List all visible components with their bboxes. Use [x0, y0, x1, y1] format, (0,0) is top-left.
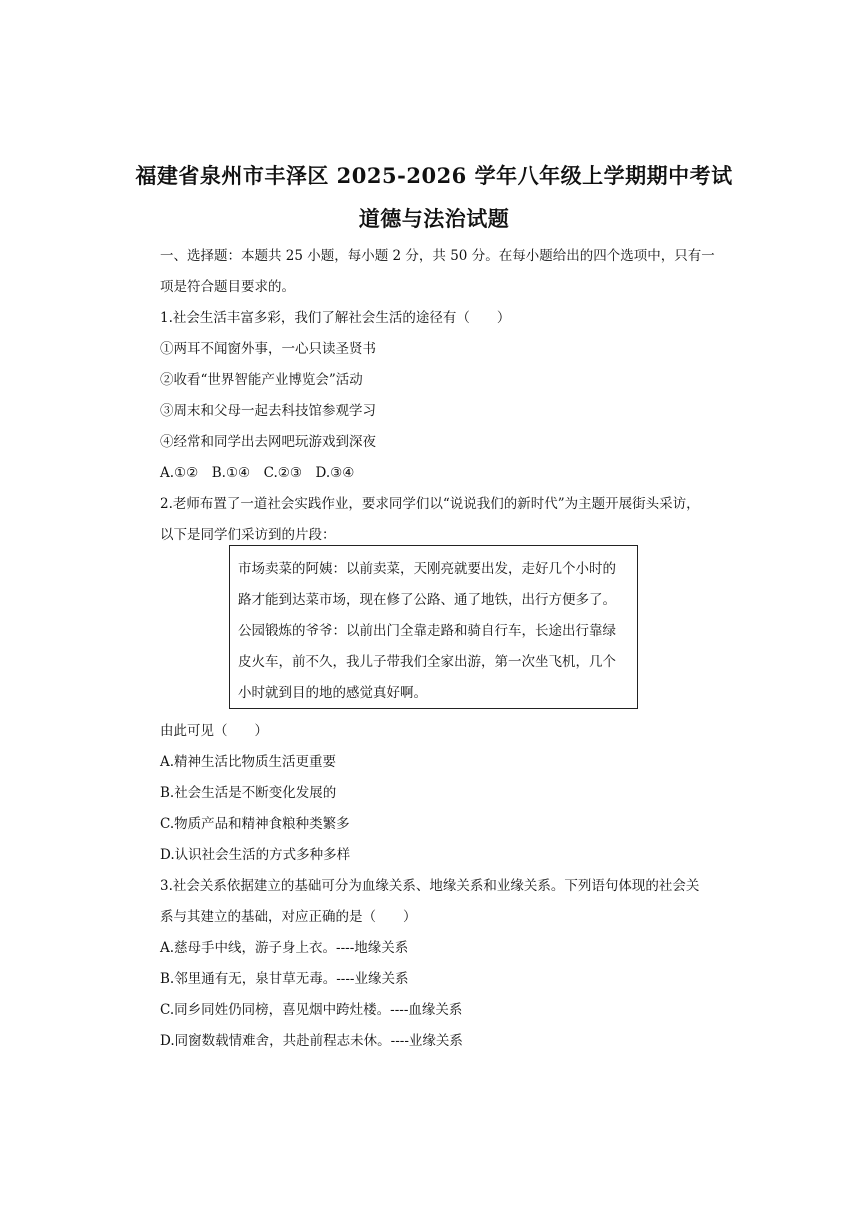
q1-item-1: ①两耳不闻窗外事，一心只读圣贤书: [160, 341, 376, 357]
q2-option-d: D.认识社会生活的方式多种多样: [160, 847, 351, 863]
q2-stem-line2: 以下是同学们采访到的片段：: [160, 527, 336, 543]
q1-item-4: ④经常和同学出去网吧玩游戏到深夜: [160, 434, 376, 450]
q2-conclusion: 由此可见（ ）: [160, 723, 268, 739]
q3-option-b: B.邻里通有无，泉甘草无毒。----业缘关系: [160, 971, 409, 987]
q2-option-c: C.物质产品和精神食粮种类繁多: [160, 816, 350, 832]
section-instructions-line1: 一、选择题：本题共 25 小题，每小题 2 分，共 50 分。在每小题给出的四个选项中，只有一: [160, 248, 715, 264]
q2-box-line-5: 小时就到目的地的感觉真好啊。: [238, 685, 427, 701]
q2-box-line-2: 路才能到达菜市场，现在修了公路、通了地铁，出行方便多了。: [238, 592, 616, 608]
q2-interview-box: [229, 545, 638, 709]
q2-box-line-4: 皮火车，前不久，我儿子带我们全家出游，第一次坐飞机，几个: [238, 654, 616, 670]
q2-box-line-1: 市场卖菜的阿姨：以前卖菜，天刚亮就要出发，走好几个小时的: [238, 561, 616, 577]
exam-title-line1: 福建省泉州市丰泽区 2025-2026 学年八年级上学期期中考试: [135, 163, 733, 188]
q1-stem: 1.社会生活丰富多彩，我们了解社会生活的途径有（ ）: [160, 310, 511, 326]
q1-item-3: ③周末和父母一起去科技馆参观学习: [160, 403, 376, 419]
q3-option-d: D.同窗数载情难舍，共赴前程志未休。----业缘关系: [160, 1033, 463, 1049]
q3-stem-line1: 3.社会关系依据建立的基础可分为血缘关系、地缘关系和业缘关系。下列语句体现的社会关: [160, 878, 700, 894]
q2-option-a: A.精神生活比物质生活更重要: [160, 754, 337, 770]
q2-stem-line1: 2.老师布置了一道社会实践作业，要求同学们以“说说我们的新时代”为主题开展街头采访，: [160, 496, 700, 512]
q1-item-2: ②收看“世界智能产业博览会”活动: [160, 372, 363, 388]
q3-option-c: C.同乡同姓仍同榜，喜见烟中跨灶楼。----血缘关系: [160, 1002, 463, 1018]
q3-stem-line2: 系与其建立的基础，对应正确的是（ ）: [160, 909, 417, 925]
q3-option-a: A.慈母手中线，游子身上衣。----地缘关系: [160, 940, 409, 956]
q1-options: A.①② B.①④ C.②③ D.③④: [160, 465, 355, 481]
exam-title-line2: 道德与法治试题: [358, 206, 510, 231]
q2-option-b: B.社会生活是不断变化发展的: [160, 785, 337, 801]
section-instructions-line2: 项是符合题目要求的。: [160, 279, 295, 295]
q2-box-line-3: 公园锻炼的爷爷：以前出门全靠走路和骑自行车，长途出行靠绿: [238, 623, 616, 639]
